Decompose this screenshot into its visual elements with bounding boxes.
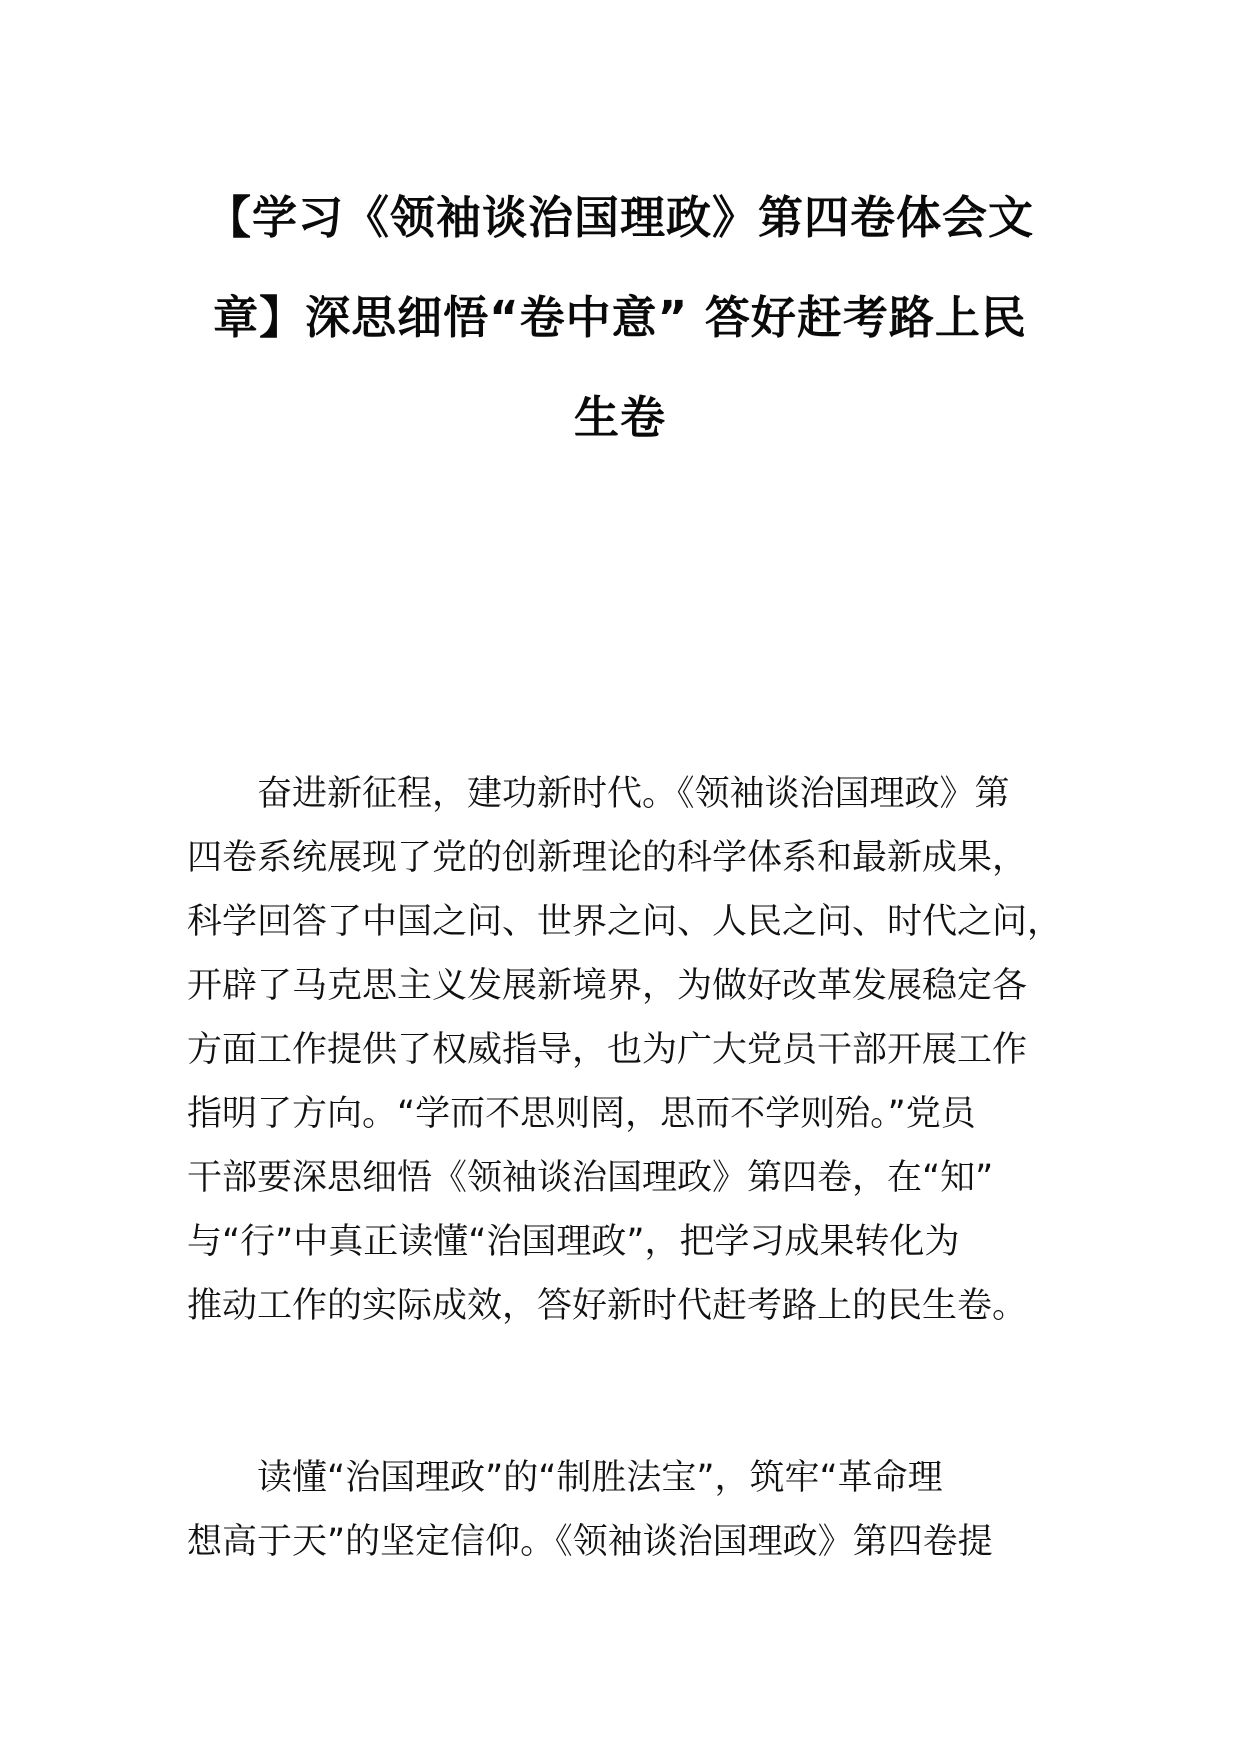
title-line-1: 【学习《领袖谈治国理政》第四卷体会文 — [205, 191, 1034, 244]
paragraph-2-line: 想高于天”的坚定信仰。《领袖谈治国理政》第四卷提 — [187, 1522, 993, 1562]
paragraph-1-line: 奋进新征程，建功新时代。《领袖谈治国理政》第 — [257, 774, 1010, 814]
paragraph-1-line: 推动工作的实际成效，答好新时代赶考路上的民生卷。 — [187, 1286, 1028, 1326]
paragraph-1-line: 方面工作提供了权威指导，也为广大党员干部开展工作 — [187, 1030, 1028, 1070]
paragraph-1-line: 开辟了马克思主义发展新境界，为做好改革发展稳定各 — [187, 966, 1028, 1006]
paragraph-1-line: 与“行”中真正读懂“治国理政”，把学习成果转化为 — [187, 1222, 960, 1262]
paragraph-spacer — [187, 1338, 1082, 1446]
document-title — [180, 168, 1060, 468]
paragraph-2 — [187, 1446, 1082, 1574]
title-line-2: 章】深思细悟“卷中意” 答好赶考路上民 — [213, 291, 1027, 344]
paragraph-1 — [187, 762, 1082, 1338]
paragraph-1-line: 干部要深思细悟《领袖谈治国理政》第四卷，在“知” — [187, 1158, 994, 1198]
paragraph-2-line: 读懂“治国理政”的“制胜法宝”，筑牢“革命理 — [257, 1458, 943, 1498]
paragraph-1-line: 四卷系统展现了党的创新理论的科学体系和最新成果， — [187, 838, 1028, 878]
document-body — [187, 762, 1082, 1574]
title-line-3: 生卷 — [573, 391, 666, 444]
paragraph-1-line: 指明了方向。“学而不思则罔，思而不学则殆。”党员 — [187, 1094, 976, 1134]
paragraph-1-line: 科学回答了中国之问、世界之问、人民之问、时代之问， — [187, 902, 1063, 942]
